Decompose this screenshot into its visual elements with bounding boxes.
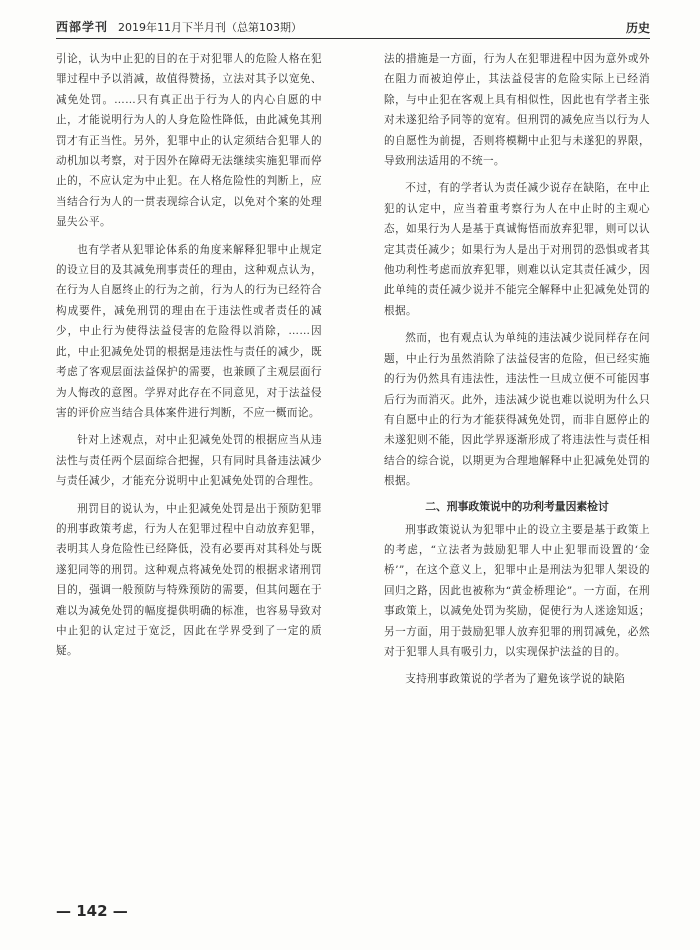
issue-info: 2019年11月下半月刊（总第103期） (118, 21, 302, 34)
page-number: — 142 — (56, 902, 128, 920)
paragraph: 不过，有的学者认为责任减少说存在缺陷，在中止犯的认定中，应当着重考察行为人在中止时的主观心态，如果行为人是基于真诚悔悟而放弃犯罪，则可以认定其责任减少；如果行为人是出于对刑罚的恐惧或者其他功利性考虑而放弃犯罪，则难以认定其责任减少，因此单纯的责任减少说并不能完全解释中止犯减免处罚的根据。 (384, 182, 650, 317)
journal-title: 西部学刊 (56, 20, 109, 34)
paragraph: 刑罚目的说认为，中止犯减免处罚是出于预防犯罪的刑事政策考虑，行为人在犯罪过程中自动放弃犯罪，表明其人身危险性已经降低，没有必要再对其科处与既遂犯同等的刑罚。这种观点将减免处罚的根据求诸刑罚目的，强调一般预防与特殊预防的需要，但其问题在于难以为减免处罚的幅度提供明确的标准，也容易导致对中止犯的认定过于宽泛，因此在学界受到了一定的质疑。 (56, 502, 322, 658)
right-column (384, 49, 650, 690)
paragraph: 刑事政策说认为犯罪中止的设立主要是基于政策上的考虑，“立法者为鼓励犯罪人中止犯罪而设置的‘金桥’”，在这个意义上，犯罪中止是刑法为犯罪人架设的回归之路，因此也被称为“黄金桥理论”。一方面，在刑事政策上，以减免处罚为奖励，促使行为人迷途知返；另一方面，用于鼓励犯罪人放弃犯罪的刑罚减免，必然对于犯罪人具有吸引力，以实现保护法益的目的。 (384, 523, 650, 658)
paragraph: 法的措施是一方面，行为人在犯罪进程中因为意外或外在阻力而被迫停止，其法益侵害的危险实际上已经消除，与中止犯在客观上具有相似性，因此也有学者主张对未遂犯给予同等的宽宥。但刑罚的减免应当以行为人的自愿性为前提，否则将模糊中止犯与未遂犯的界限，导致刑法适用的不统一。 (384, 53, 650, 168)
section-heading: 二、刑事政策说中的功利考量因素检讨 (425, 499, 609, 513)
page-header (56, 16, 650, 39)
paragraph: 支持刑事政策说的学者为了避免该学说的缺陷 (405, 673, 626, 686)
section-label: 历史 (625, 21, 650, 35)
paragraph: 针对上述观点，对中止犯减免处罚的根据应当从违法性与责任两个层面综合把握，只有同时具备违法减少与责任减少，才能充分说明中止犯减免处罚的合理性。 (56, 434, 322, 488)
paragraph: 也有学者从犯罪论体系的角度来解释犯罪中止规定的设立目的及其减免刑事责任的理由，这种观点认为，在行为人自愿终止的行为之前，行为人的行为已经符合构成要件，减免刑罚的理由在于违法性或者责任的减少，中止行为使得法益侵害的危险得以消除，……因此，中止犯减免处罚的根据是违法性与责任的减少，既考虑了客观层面法益保护的需要，也兼顾了主观层面行为人悔改的意图。学界对此存在不同意见，对于法益侵害的评价应当结合具体案件进行判断，不应一概而论。 (56, 243, 322, 419)
paragraph: 引论，认为中止犯的目的在于对犯罪人的危险人格在犯罪过程中予以消减，故值得赞扬，立法对其予以宽免、减免处罚。……只有真正出于行为人的内心自愿的中止，才能说明行为人的人身危险性降低，由此减免其刑罚才有正当性。另外，犯罪中止的认定须结合犯罪人的动机加以考察，对于因外在障碍无法继续实施犯罪而停止的，不应认定为中止犯。在人格危险性的判断上，应当结合行为人的一贯表现综合认定，以免对个案的处理显失公平。 (56, 53, 322, 229)
paragraph: 然而，也有观点认为单纯的违法减少说同样存在问题，中止行为虽然消除了法益侵害的危险，但已经实施的行为仍然具有违法性，违法性一旦成立便不可能因事后行为而消灭。此外，违法减少说也难以说明为什么只有自愿中止的行为才能获得减免处罚，而非自愿停止的未遂犯则不能，因此学界逐渐形成了将违法性与责任相结合的综合说，以期更为合理地解释中止犯减免处罚的根据。 (384, 332, 650, 488)
left-column (56, 49, 322, 662)
